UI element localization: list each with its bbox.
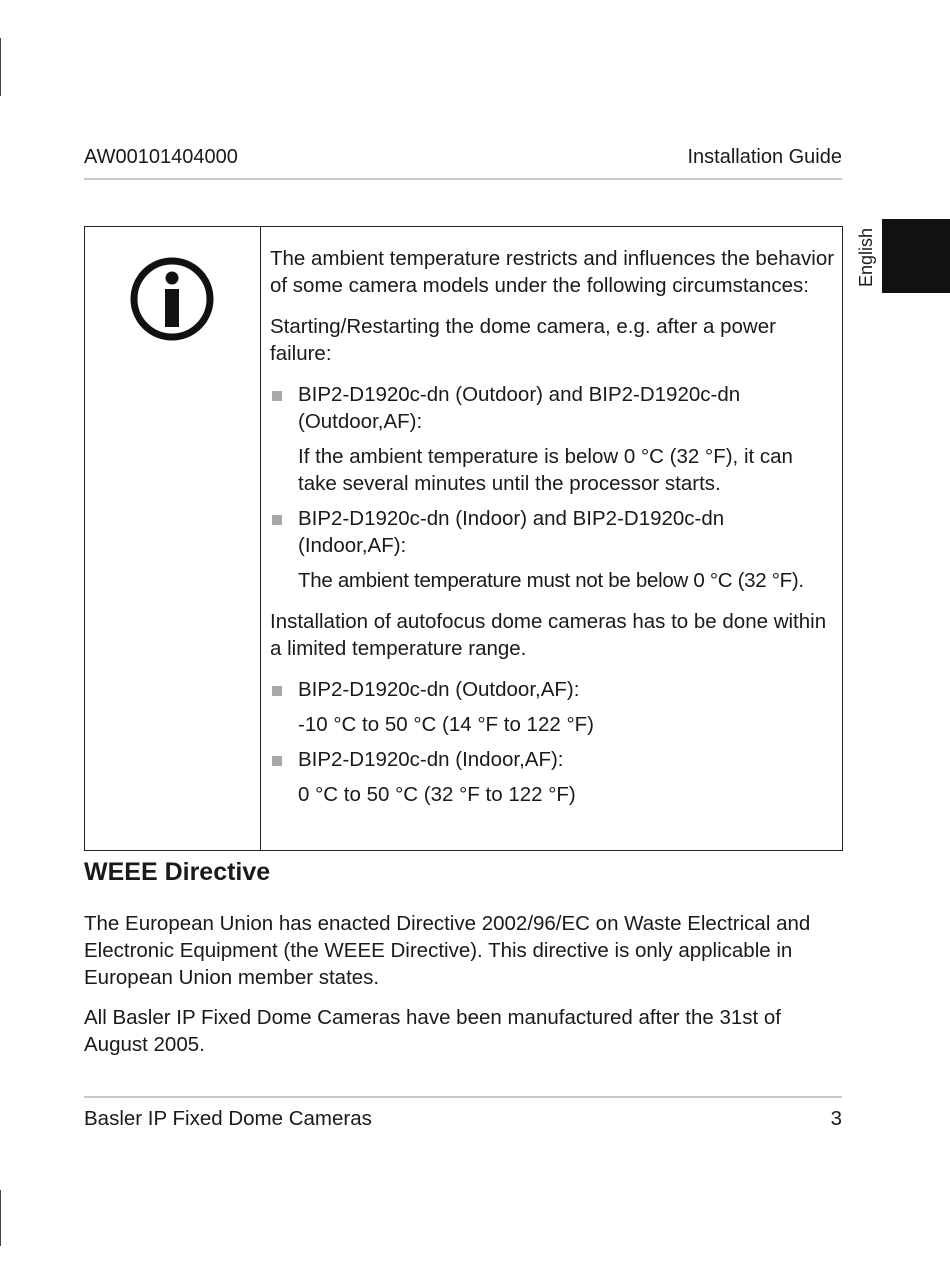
language-tab-label — [854, 222, 880, 292]
list-item — [270, 676, 836, 738]
bullet-range: -10 °C to 50 °C (14 °F to 122 °F) — [298, 713, 594, 736]
note-intro: The ambient temperature restricts and influences the behavior of some camera models under the following circumstances: — [270, 247, 835, 297]
page-header — [84, 146, 842, 172]
language-label-text: English — [856, 227, 877, 287]
bullet-model: BIP2-D1920c-dn (Outdoor) and BIP2-D1920c-dn (Outdoor,AF): — [298, 383, 741, 433]
bullet-square-icon — [272, 515, 282, 525]
weee-paragraph-1: The European Union has enacted Directive 2002/96/EC on Waste Electrical and Electronic Equipment (the WEEE Directive). This directive is only applicable in European Union member states. — [84, 912, 811, 989]
list-item — [270, 746, 836, 808]
page-footer — [84, 1107, 842, 1133]
list-item — [270, 381, 836, 497]
bullet-model: BIP2-D1920c-dn (Outdoor,AF): — [298, 678, 580, 701]
bullet-square-icon — [272, 756, 282, 766]
section-heading: WEEE Directive — [84, 858, 271, 886]
doc-type: Installation Guide — [687, 146, 842, 168]
crop-mark-bottom — [0, 1190, 1, 1246]
bullet-detail: If the ambient temperature is below 0 °C (32 °F), it can take several minutes until the processor starts. — [298, 445, 793, 495]
footer-divider — [84, 1096, 842, 1098]
header-divider — [84, 178, 842, 180]
info-circle-icon — [129, 256, 215, 342]
autofocus-heading: Installation of autofocus dome cameras has to be done within a limited temperature range. — [270, 610, 827, 660]
list-item — [270, 505, 836, 594]
note-icon-cell — [85, 227, 261, 850]
bullet-detail: The ambient temperature must not be below 0 °C (32 °F). — [298, 569, 804, 592]
bullet-range: 0 °C to 50 °C (32 °F to 122 °F) — [298, 783, 576, 806]
weee-paragraph-2: All Basler IP Fixed Dome Cameras have been manufactured after the 31st of August 2005. — [84, 1006, 781, 1056]
restart-heading: Starting/Restarting the dome camera, e.g. after a power failure: — [270, 315, 776, 365]
doc-number: AW00101404000 — [84, 146, 238, 168]
bullet-model: BIP2-D1920c-dn (Indoor) and BIP2-D1920c-dn (Indoor,AF): — [298, 507, 725, 557]
page-number: 3 — [830, 1107, 842, 1130]
crop-mark-top — [0, 38, 1, 96]
note-content — [270, 245, 836, 816]
product-name: Basler IP Fixed Dome Cameras — [84, 1107, 372, 1130]
language-tab-marker — [882, 219, 950, 293]
bullet-square-icon — [272, 686, 282, 696]
bullet-model: BIP2-D1920c-dn (Indoor,AF): — [298, 748, 564, 771]
info-note-box — [84, 226, 843, 851]
bullet-square-icon — [272, 391, 282, 401]
